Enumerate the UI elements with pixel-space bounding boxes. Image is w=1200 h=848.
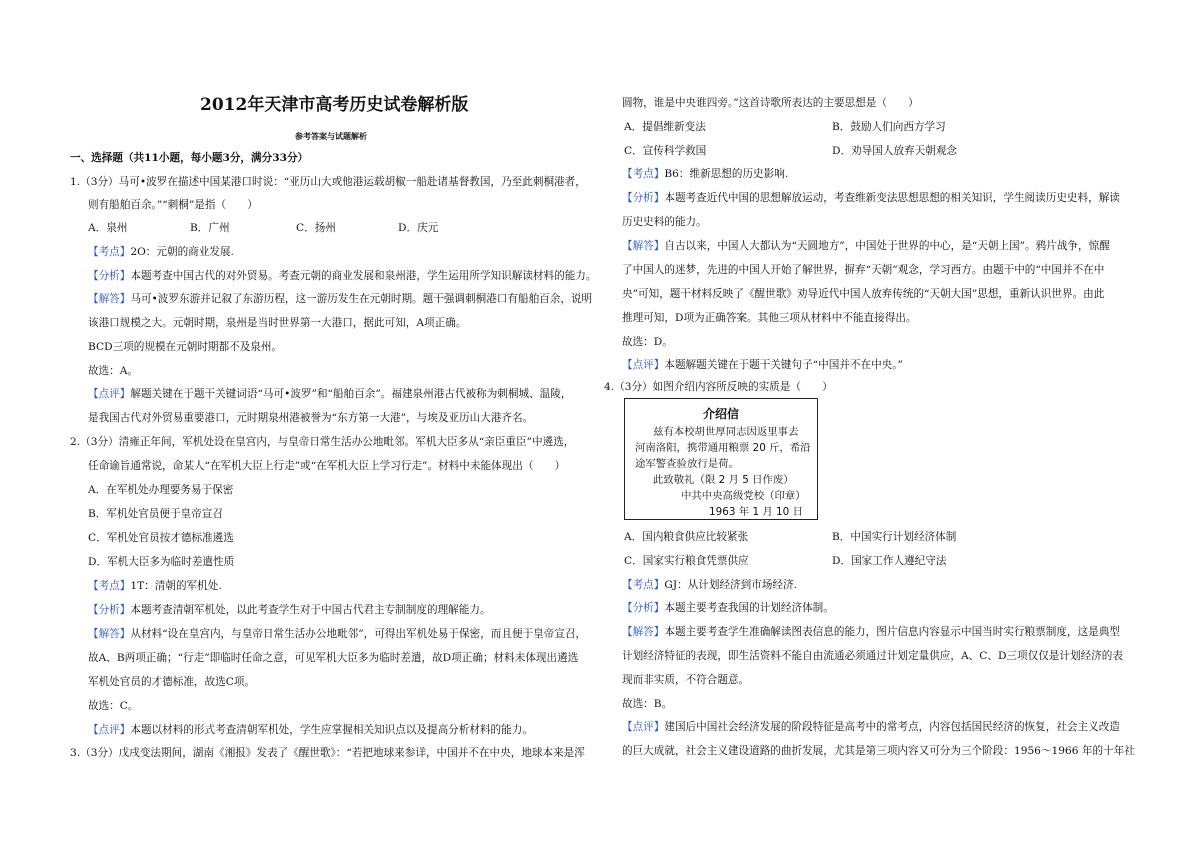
- letter-line6: 1963 年 1 月 10 日: [709, 506, 803, 518]
- q2-answer: 故选：C。: [88, 700, 139, 712]
- q1-jieda-line2: 该港口规模之大。元朝时期，泉州是当时世界第一大港口，据此可知，A项正确。: [88, 317, 467, 329]
- q1-option-b: B．广州: [190, 222, 230, 234]
- q3-dianping: 【点评】本题解题关键在于题干关键句子“中国并不在中央。”: [622, 359, 903, 371]
- letter-line1: 兹有本校胡世厚同志因返里事去: [653, 426, 799, 438]
- q2-stem-line1: 2.（3分）清雍正年间，军机处设在皇宫内，与皇帝日常生活办公地毗邻。军机大臣多从“亲臣重臣”中遴选，: [70, 436, 575, 448]
- q2-dianping: 【点评】本题以材料的形式考查清朝军机处，学生应掌握相关知识点以及提高分析材料的能力。: [88, 724, 533, 736]
- q2-kaodian: 【考点】1T：清朝的军机处.: [88, 580, 222, 592]
- q3-kaodian: 【考点】B6：维新思想的历史影响.: [622, 168, 789, 180]
- q4-jieda-line3: 现而非实质，不符合题意。: [622, 674, 750, 686]
- q1-option-a: A．泉州: [88, 222, 128, 234]
- q3-jieda-line3: 央”可知，题干材料反映了《醒世歌》劝导近代中国人放弃传统的“天朝大国”思想，重新认识世界。由此: [622, 288, 1105, 300]
- q4-answer: 故选：B。: [622, 698, 673, 710]
- q2-option-b: B．军机处官员便于皇帝宣召: [88, 508, 223, 520]
- section-heading: 一、选择题（共11小题，每小题3分，满分33分）: [70, 152, 309, 164]
- q4-dianping-line2: 的巨大成就，社会主义建设道路的曲折发展，尤其是第三项内容又可分为三个阶段：1956～1966 年的十年社: [622, 745, 1135, 757]
- q3-option-d: D．劝导国人放弃天朝观念: [832, 145, 958, 157]
- q3-fenxi-line1: 【分析】本题考查近代中国的思想解放运动，考查维新变法思想思想的相关知识，学生阅读历史史料，解读: [622, 192, 1120, 204]
- letter-line4: 此致敬礼（限 2 月 5 日作废）: [653, 474, 794, 486]
- q1-jieda-line1: 【解答】马可•波罗东游并记叙了东游历程，这一游历发生在元朝时期。题干强调刺桐港口有船舶百余，说明: [88, 293, 593, 305]
- q1-dianping-line1: 【点评】解题关键在于题干关键词语“马可•波罗”和“船舶百余”。福建泉州港古代被称为刺桐城、温陵，: [88, 388, 572, 400]
- q3-answer: 故选：D。: [622, 336, 673, 348]
- q1-stem-line2: 则有船舶百余。”“刺桐”是指（ ）: [88, 199, 258, 211]
- q3-option-b: B．鼓励人们向西方学习: [832, 121, 946, 133]
- q2-option-d: D．军机大臣多为临时差遣性质: [88, 556, 235, 568]
- q2-stem-line2: 任命谕旨通常说，命某人“在军机大臣上行走”或“在军机大臣上学习行走”。材料中未能体现出（ ）: [88, 460, 566, 472]
- q1-answer: 故选：A。: [88, 365, 139, 377]
- q1-dianping-line2: 是我国古代对外贸易重要港口，元时期泉州港被誉为“东方第一大港”，与埃及亚历山大港齐名。: [88, 412, 534, 424]
- q1-fenxi: 【分析】本题考查中国古代的对外贸易。考查元朝的商业发展和泉州港，学生运用所学知识解读材料的能力。: [88, 270, 597, 282]
- letter-line2: 河南洛阳，携带通用粮票 20 斤，希沿: [635, 442, 811, 454]
- q2-option-a: A．在军机处办理要务易于保密: [88, 484, 234, 496]
- q4-option-a: A．国内粮食供应比较紧张: [624, 531, 749, 543]
- q3-jieda-line2: 了中国人的迷梦，先进的中国人开始了解世界，摒弃“天朝”观念，学习西方。由题干中的“中国并不在中: [622, 264, 1105, 276]
- q2-jieda-line1: 【解答】从材料“设在皇宫内，与皇帝日常生活办公地毗邻”，可得出军机处易于保密，而且便于皇帝宣召，: [88, 628, 587, 640]
- q4-jieda-line1: 【解答】本题主要考查学生准确解读图表信息的能力，图片信息内容显示中国当时实行粮票制度，这是典型: [622, 626, 1120, 638]
- q1-option-d: D．庆元: [398, 222, 439, 234]
- q3-stem-line1: 3.（3分）戊戌变法期间，湖南《湘报》发表了《醒世歌》：“若把地球来参详，中国并不在中央，地球本来是浑: [70, 747, 585, 759]
- q3-stem-line2: 圆物，谁是中央谁四旁。”这首诗歌所表达的主要思想是（ ）: [622, 97, 919, 109]
- page-title: 2012年天津市高考历史试卷解析版: [200, 95, 469, 115]
- q2-jieda-line3: 军机处官员的才德标准，故选C项。: [88, 676, 256, 688]
- q2-fenxi: 【分析】本题考查清朝军机处，以此考查学生对于中国古代君主专制制度的理解能力。: [88, 604, 491, 616]
- q3-jieda-line1: 【解答】自古以来，中国人大都认为“天圆地方”，中国处于世界的中心，是“天朝上国”。鸦片战争，惊醒: [622, 240, 1110, 252]
- q3-jieda-line4: 推理可知，D项为正确答案。其他三项从材料中不能直接得出。: [622, 312, 917, 324]
- q4-option-d: D．国家工作人遵纪守法: [832, 555, 947, 567]
- q4-option-b: B．中国实行计划经济体制: [832, 531, 957, 543]
- q3-fenxi-line2: 历史史料的能力。: [622, 216, 707, 228]
- letter-line5: 中共中央高级党校（印章）: [681, 490, 806, 502]
- q4-jieda-line2: 计划经济特征的表现，即生活资料不能自由流通必须通过计划定量供应，A、C、D三项仅仅是计划经济的表: [622, 650, 1123, 662]
- letter-line3: 途军警查验放行是荷。: [635, 458, 739, 470]
- q4-kaodian: 【考点】GJ：从计划经济到市场经济.: [622, 579, 797, 591]
- q1-option-c: C．扬州: [296, 222, 336, 234]
- q3-option-a: A．提倡维新变法: [624, 121, 706, 133]
- q4-option-c: C．国家实行粮食凭票供应: [624, 555, 749, 567]
- q1-stem-line1: 1.（3分）马可•波罗在描述中国某港口时说：“亚历山大或他港运载胡椒一船赴诸基督教国，乃至此刺桐港者，: [70, 176, 586, 188]
- q4-stem: 4.（3分）如图介绍内容所反映的实质是（ ）: [604, 381, 833, 393]
- page-subtitle: 参考答案与试题解析: [295, 131, 367, 141]
- q2-jieda-line2: 故A、B两项正确；“行走”即临时任命之意，可见军机大臣多为临时差遣，故D项正确；材料未体现出遴选: [88, 652, 579, 664]
- q4-fenxi: 【分析】本题主要考查我国的计划经济体制。: [622, 602, 834, 614]
- q2-option-c: C．军机处官员按才德标准遴选: [88, 532, 234, 544]
- q1-kaodian: 【考点】2O：元朝的商业发展.: [88, 246, 234, 258]
- letter-title: 介绍信: [702, 407, 739, 421]
- q3-option-c: C．宣传科学救国: [624, 145, 707, 157]
- introduction-letter-image: [624, 398, 818, 520]
- q4-dianping-line1: 【点评】建国后中国社会经济发展的阶段特征是高考中的常考点，内容包括国民经济的恢复，社会主义改造: [622, 721, 1120, 733]
- q1-jieda-line3: BCD三项的规模在元朝时期都不及泉州。: [88, 341, 283, 353]
